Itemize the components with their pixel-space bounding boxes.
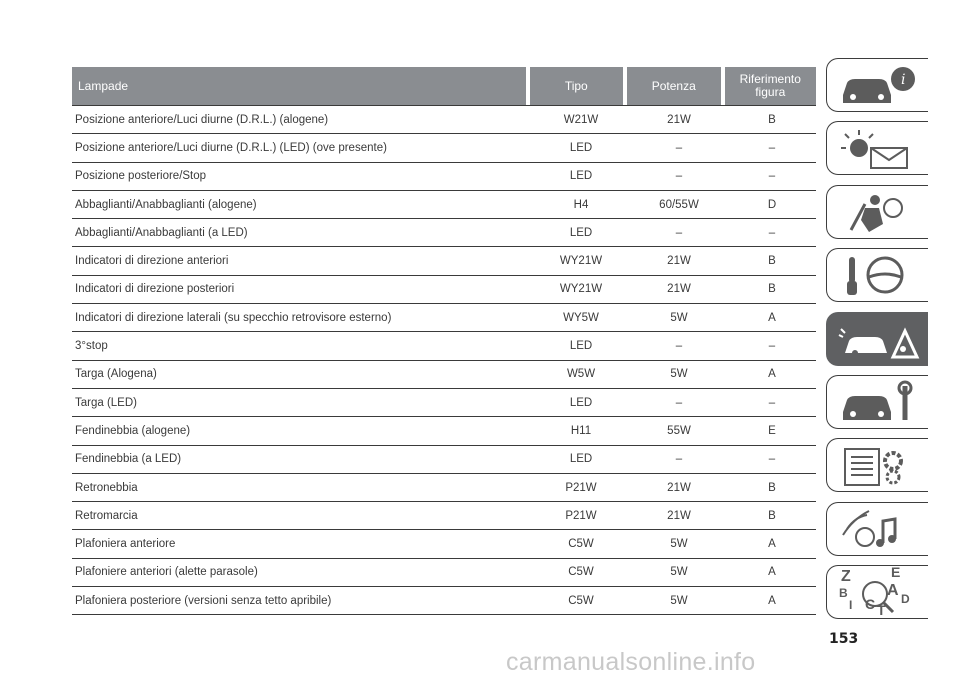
chapter-tab-6[interactable]: [826, 375, 928, 429]
cell-riferimento: A: [768, 538, 776, 551]
header-riferimento-line1: Riferimento: [739, 72, 801, 86]
table-row: [72, 134, 816, 162]
cell-tipo: LED: [569, 340, 593, 353]
cell-tipo: P21W: [565, 509, 597, 522]
cell-tipo: P21W: [565, 481, 597, 494]
chapter-tab-1[interactable]: [826, 58, 928, 112]
cell-riferimento: –: [768, 141, 776, 154]
header-riferimento: [725, 67, 817, 105]
cell-riferimento: A: [768, 368, 776, 381]
chapter-tab-3[interactable]: [826, 185, 928, 239]
index-letter: B: [839, 586, 848, 601]
cell-potenza: –: [675, 226, 683, 239]
table-row: [72, 276, 816, 304]
chapter-tab-7[interactable]: [826, 438, 928, 492]
lamp-table: [72, 67, 816, 615]
table-row: [72, 502, 816, 530]
cell-lampade: Plafoniere anteriori (alette parasole): [75, 566, 258, 579]
cell-potenza: –: [675, 453, 683, 466]
table-row: [72, 247, 816, 275]
cell-tipo: H4: [573, 198, 589, 211]
cell-tipo: LED: [569, 453, 593, 466]
cell-riferimento: B: [768, 509, 776, 522]
cell-potenza: –: [675, 396, 683, 409]
chapter-tabs: [826, 58, 930, 629]
cell-lampade: Indicatori di direzione anteriori: [75, 255, 229, 268]
index-letter: A: [887, 582, 899, 600]
watermark: carmanualsonline.info: [506, 648, 756, 676]
cell-lampade: Plafoniera anteriore: [75, 538, 176, 551]
table-row: [72, 304, 816, 332]
table-row: [72, 105, 816, 134]
cell-lampade: Abbaglianti/Anabbaglianti (alogene): [75, 198, 257, 211]
cell-lampade: Plafoniera posteriore (versioni senza tetto apribile): [75, 594, 332, 607]
cell-lampade: Indicatori di direzione posteriori: [75, 283, 235, 296]
cell-riferimento: –: [768, 453, 776, 466]
cell-potenza: 5W: [670, 311, 688, 324]
cell-potenza: 55W: [667, 424, 691, 437]
table-row: [72, 219, 816, 247]
cell-lampade: Abbaglianti/Anabbaglianti (a LED): [75, 226, 248, 239]
cell-tipo: C5W: [568, 566, 594, 579]
cell-tipo: WY21W: [559, 255, 603, 268]
cell-lampade: Fendinebbia (a LED): [75, 453, 182, 466]
cell-riferimento: –: [768, 170, 776, 183]
cell-riferimento: –: [768, 340, 776, 353]
cell-riferimento: B: [768, 481, 776, 494]
table-row: [72, 559, 816, 587]
cell-lampade: 3°stop: [75, 340, 108, 353]
index-letter: E: [891, 564, 901, 581]
cell-riferimento: E: [768, 424, 776, 437]
cell-tipo: LED: [569, 141, 593, 154]
cell-tipo: C5W: [568, 594, 594, 607]
table-row: [72, 389, 816, 417]
cell-potenza: 21W: [667, 113, 691, 126]
cell-tipo: W5W: [566, 368, 596, 381]
cell-tipo: W21W: [563, 113, 599, 126]
cell-tipo: WY21W: [559, 283, 603, 296]
table-row: [72, 191, 816, 219]
chapter-tab-4[interactable]: [826, 248, 928, 302]
cell-riferimento: A: [768, 594, 776, 607]
cell-tipo: LED: [569, 226, 593, 239]
table-row: [72, 163, 816, 191]
page-number: 153: [829, 631, 859, 647]
cell-lampade: Indicatori di direzione laterali (su specchio retrovisore esterno): [75, 311, 392, 324]
cell-potenza: 5W: [670, 538, 688, 551]
cell-potenza: –: [675, 141, 683, 154]
cell-lampade: Retromarcia: [75, 509, 138, 522]
cell-riferimento: D: [767, 198, 777, 211]
header-potenza: Potenza: [627, 67, 720, 105]
cell-lampade: Fendinebbia (alogene): [75, 424, 191, 437]
cell-lampade: Targa (LED): [75, 396, 137, 409]
cell-lampade: Posizione anteriore/Luci diurne (D.R.L.) (alogene): [75, 113, 329, 126]
svg-text:i: i: [901, 72, 906, 88]
cell-potenza: 5W: [670, 566, 688, 579]
cell-tipo: LED: [569, 396, 593, 409]
cell-lampade: Posizione anteriore/Luci diurne (D.R.L.) (LED) (ove presente): [75, 141, 387, 154]
index-letter: Z: [841, 568, 851, 586]
chapter-tab-5[interactable]: [826, 312, 928, 366]
cell-lampade: Posizione posteriore/Stop: [75, 170, 207, 183]
cell-riferimento: A: [768, 566, 776, 579]
table-body: [72, 105, 816, 615]
cell-riferimento: B: [768, 255, 776, 268]
header-tipo: Tipo: [530, 67, 623, 105]
cell-potenza: 21W: [667, 509, 691, 522]
table-row: [72, 587, 816, 615]
cell-tipo: H11: [570, 424, 592, 437]
chapter-tab-8[interactable]: [826, 502, 928, 556]
index-letter: D: [901, 592, 910, 607]
cell-riferimento: –: [768, 226, 776, 239]
chapter-tab-2[interactable]: [826, 121, 928, 175]
header-riferimento-line2: figura: [755, 85, 786, 99]
cell-potenza: 21W: [667, 255, 691, 268]
cell-lampade: Retronebbia: [75, 481, 138, 494]
cell-potenza: –: [675, 340, 683, 353]
cell-potenza: 60/55W: [659, 198, 699, 211]
cell-potenza: –: [675, 170, 683, 183]
cell-potenza: 21W: [667, 481, 691, 494]
cell-riferimento: B: [768, 283, 776, 296]
table-row: [72, 446, 816, 474]
header-lampade: Lampade: [72, 67, 526, 105]
cell-riferimento: A: [768, 311, 776, 324]
cell-riferimento: B: [768, 113, 776, 126]
cell-tipo: C5W: [568, 538, 594, 551]
cell-potenza: 21W: [667, 283, 691, 296]
table-row: [72, 417, 816, 445]
table-row: [72, 332, 816, 360]
cell-tipo: LED: [569, 170, 593, 183]
cell-lampade: Targa (Alogena): [75, 368, 157, 381]
cell-tipo: WY5W: [563, 311, 599, 324]
table-row: [72, 530, 816, 558]
table-row: [72, 361, 816, 389]
chapter-tab-9[interactable]: [826, 565, 928, 619]
table-header: [72, 67, 816, 105]
cell-potenza: 5W: [670, 594, 688, 607]
cell-riferimento: –: [768, 396, 776, 409]
index-letter: T: [877, 602, 886, 619]
index-letter: C: [865, 596, 876, 613]
index-letter: I: [849, 598, 853, 613]
table-row: [72, 474, 816, 502]
cell-potenza: 5W: [670, 368, 688, 381]
